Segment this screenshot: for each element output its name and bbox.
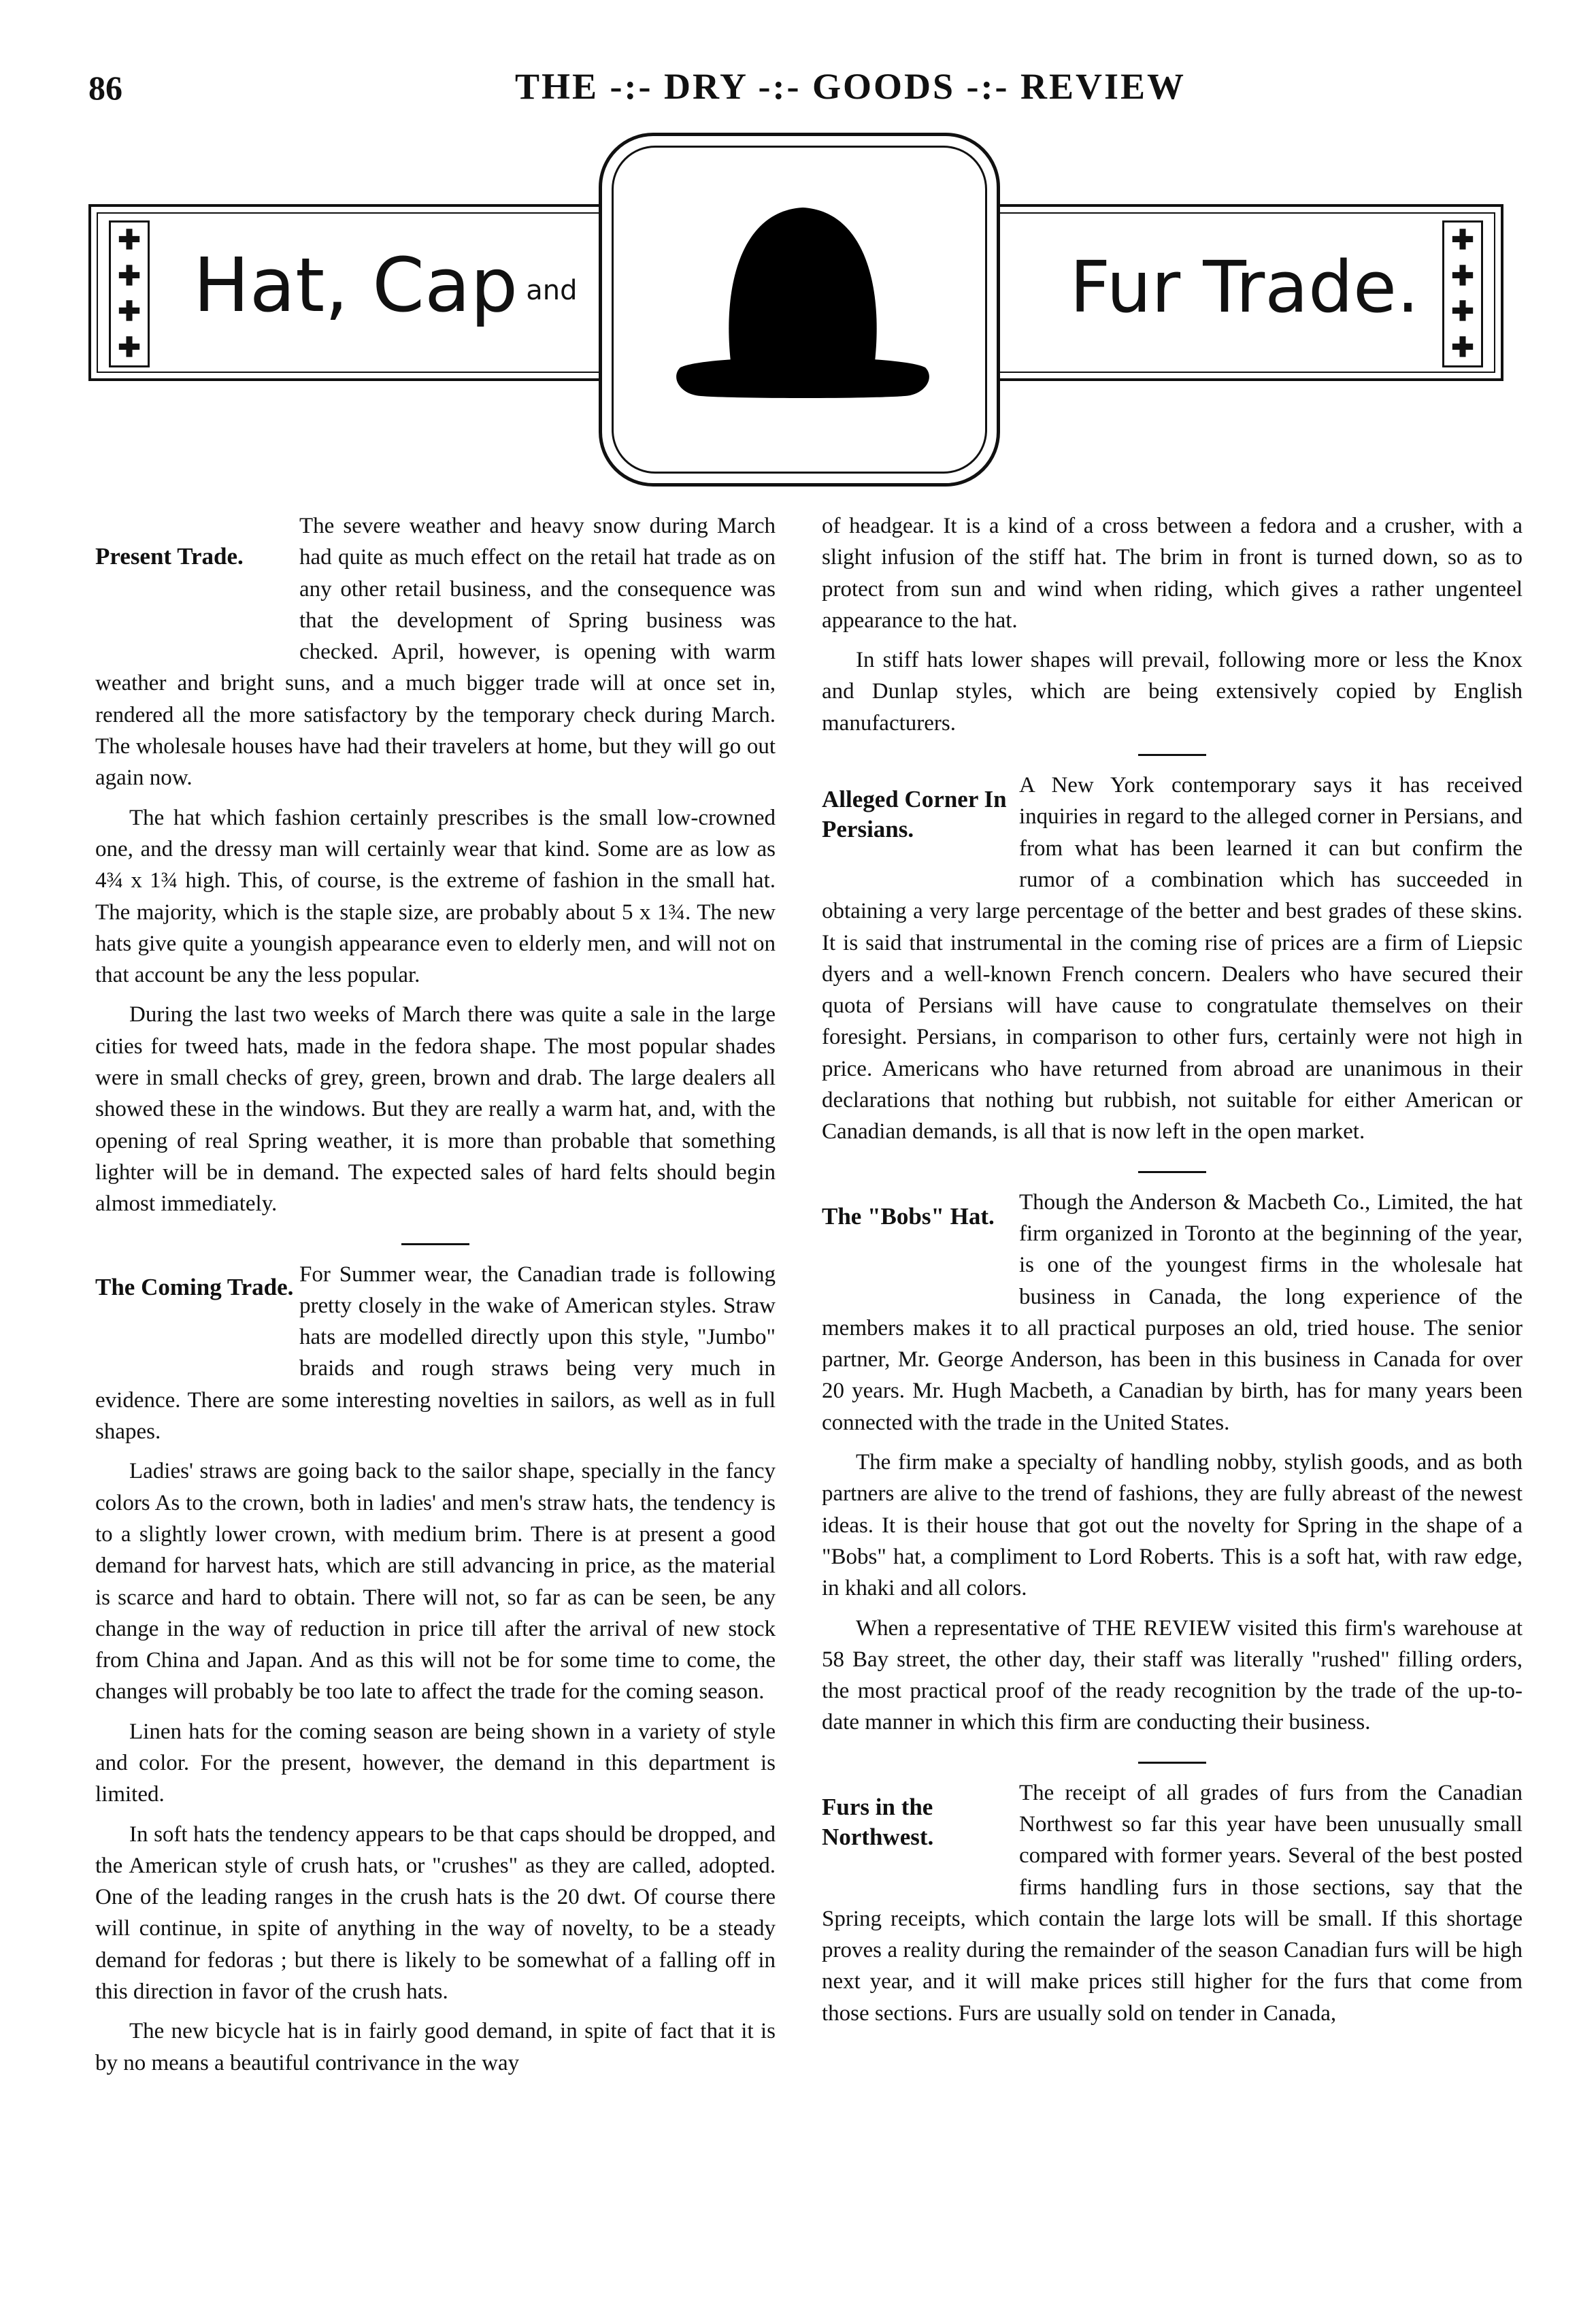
- hat-medallion: [599, 133, 1000, 487]
- cross-ornament-icon: ✚: [1451, 260, 1474, 291]
- left-column: [95, 510, 776, 2092]
- cross-ornament-icon: ✚: [118, 331, 141, 363]
- section-divider: [1138, 1171, 1206, 1173]
- ornament-border-right: [1442, 220, 1483, 367]
- section-divider: [1138, 1762, 1206, 1764]
- article-paragraph: The severe weather and heavy snow during March had quite as much effect on the retail hat trade as on any other retail business, and the consequence was that the development of Spring business was checked. April, however, is opening with warm weather and bright suns, and a much bigger trade will at once set in, rendered all the more satisfactory by the temporary check during March. The wholesale houses have had their travelers at home, but they will go out again now.: [95, 514, 776, 791]
- cross-ornament-icon: ✚: [118, 296, 141, 327]
- cross-ornament-icon: ✚: [1451, 331, 1474, 363]
- cross-ornament-icon: ✚: [118, 260, 141, 291]
- article-section: [822, 1777, 1523, 2037]
- right-column: [822, 510, 1523, 2043]
- section-divider: [1138, 754, 1206, 756]
- cross-ornament-icon: ✚: [1451, 296, 1474, 327]
- article-paragraph: A New York contemporary says it has received inquiries in regard to the alleged corner in Persians, and from what has been learned it can but confirm the rumor of a combination which has succeeded in obtaining a very large percentage of the better and best grades of these skins. It is said that instrumental in the coming rise of prices are a firm of Liepsic dyers and a well-known French concern. Dealers who have secured their quota of Persians will have cause to congratulate themselves on their foresight. Persians, in comparison to other furs, certainly were not high in price. Americans who have returned from abroad are unanimous in their declarations that nothing but rubbish, not suitable for either American or Canadian demands, is all that is now left in the open market.: [822, 773, 1523, 1145]
- bowler-hat-icon: [667, 184, 939, 442]
- section-divider: [401, 1243, 469, 1245]
- cross-ornament-icon: ✚: [1451, 225, 1474, 256]
- article-paragraph: When a representative of THE REVIEW visited this firm's warehouse at 58 Bay street, the other day, their staff was literally "rushed" filling orders, the most practical proof of the ready recognition by the trade of the up-to-date manner in which this firm are conducting their business.: [822, 1615, 1523, 1735]
- running-title: THE -:- DRY -:- GOODS -:- REVIEW: [514, 66, 1186, 107]
- section-heading: Furs in the Northwest.: [822, 1793, 934, 1850]
- article-section: [822, 1187, 1523, 1747]
- article-section: [822, 770, 1523, 1156]
- article-paragraph: The firm make a specialty of handling nobby, stylish goods, and as both partners are alive to the trend of fashions, they are fully abreast of the newest ideas. It is their house that got out the novelty for Spring in the shape of a "Bobs" hat, a compliment to Lord Roberts. This is a soft hat, with raw edge, in khaki and all colors.: [822, 1450, 1523, 1601]
- article-section: [95, 510, 776, 1228]
- article-paragraph: For Summer wear, the Canadian trade is following pretty closely in the wake of American styles. Straw hats are modelled directly upon this style, "Jumbo" braids and rough straws being very much in evidence. There are some interesting novelties in sailors, as well as in full shapes.: [95, 1262, 776, 1445]
- article-paragraph: The receipt of all grades of furs from the Canadian Northwest so far this year have been unusually small compared with former years. Several of the best posted firms handling furs in those sections, say that the Spring receipts, which contain the large lots will be small. If this shortage proves a reality during the remainder of the season Canadian furs will be high next year, and it will make prices still higher for the furs that come from those sections. Furs are usually sold on tender in Canada,: [822, 1780, 1523, 2026]
- section-heading: Alleged Corner In Persians.: [822, 786, 1007, 843]
- article-paragraph: of headgear. It is a kind of a cross between a fedora and a crusher, with a slight infusion of the stiff hat. The brim in front is turned down, so as to protect from sun and wind when riding, which gives a rather ungenteel appearance to the hat.: [822, 514, 1523, 633]
- banner-title-and: and: [526, 274, 578, 306]
- ornament-border-left: [109, 220, 150, 367]
- article-paragraph: In soft hats the tendency appears to be that caps should be dropped, and the American style of crush hats, or "crushes" as they are called, adopted. One of the leading ranges in the crush hats is the 20 dwt. Of course there will continue, in spite of anything in the way of novelty, to be a steady demand for fedoras ; but there is likely to be somewhat of a falling off in this direction in favor of the crush hats.: [95, 1822, 776, 2005]
- article-paragraph: The new bicycle hat is in fairly good demand, in spite of fact that it is by no means a beautiful contrivance in the way: [95, 2019, 776, 2075]
- article-paragraph: During the last two weeks of March there was quite a sale in the large cities for tweed hats, made in the fedora shape. The most popular shades were in small checks of grey, green, brown and drab. The large dealers all showed these in the windows. But they are really a warm hat, and, with the opening of real Spring weather, it is more than probable that something lighter will be in demand. The expected sales of hard felts should begin almost immediately.: [95, 1002, 776, 1217]
- article-paragraph: Ladies' straws are going back to the sailor shape, specially in the fancy colors As to the crown, both in ladies' and men's straw hats, the tendency is to a slightly lower crown, with medium brim. There is at present a good demand for harvest hats, which are still advancing in price, as the material is scarce and hard to obtain. There will not, so far as can be seen, be any change in the way of reduction in price till after the arrival of new stock from China and Japan. And as this will not be for some time to come, the changes will probably be too late to affect the trade for the coming season.: [95, 1459, 776, 1705]
- article-section: [95, 1259, 776, 2087]
- article-paragraph: The hat which fashion certainly prescribes is the small low-crowned one, and the dressy man will certainly wear that kind. Some are as low as 4¾ x 1¾ high. This, of course, is the extreme of fashion in the small hat. The majority, which is the staple size, are probably about 5 x 1¾. The new hats give quite a youngish appearance even to elderly men, and will not on that account be any the less popular.: [95, 805, 776, 988]
- banner-title-hat-cap: Hat, Cap: [193, 242, 518, 329]
- page-number: 86: [88, 69, 122, 107]
- article-paragraph: In stiff hats lower shapes will prevail, following more or less the Knox and Dunlap styles, which are being extensively copied by English manufacturers.: [822, 648, 1523, 736]
- section-heading: Present Trade.: [95, 543, 244, 570]
- article-paragraph: Linen hats for the coming season are being shown in a variety of style and color. For the present, however, the demand in this department is limited.: [95, 1719, 776, 1807]
- cross-ornament-icon: ✚: [118, 225, 141, 256]
- article-paragraph: Though the Anderson & Macbeth Co., Limited, the hat firm organized in Toronto at the beginning of the year, is one of the youngest firms in the wholesale hat business in Canada, the long experience of the members makes it to all practical purposes an old, tried house. The senior partner, Mr. George Anderson, has been in this business in Canada for over 20 years. Mr. Hugh Macbeth, a Canadian by birth, has for many years been connected with the trade in the United States.: [822, 1189, 1523, 1435]
- banner-title-fur-trade: Fur Trade.: [1069, 246, 1419, 329]
- section-heading: The Coming Trade.: [95, 1273, 294, 1300]
- article-section: [822, 510, 1523, 739]
- banner-title-left: [193, 242, 578, 329]
- section-heading: The "Bobs" Hat.: [822, 1202, 995, 1230]
